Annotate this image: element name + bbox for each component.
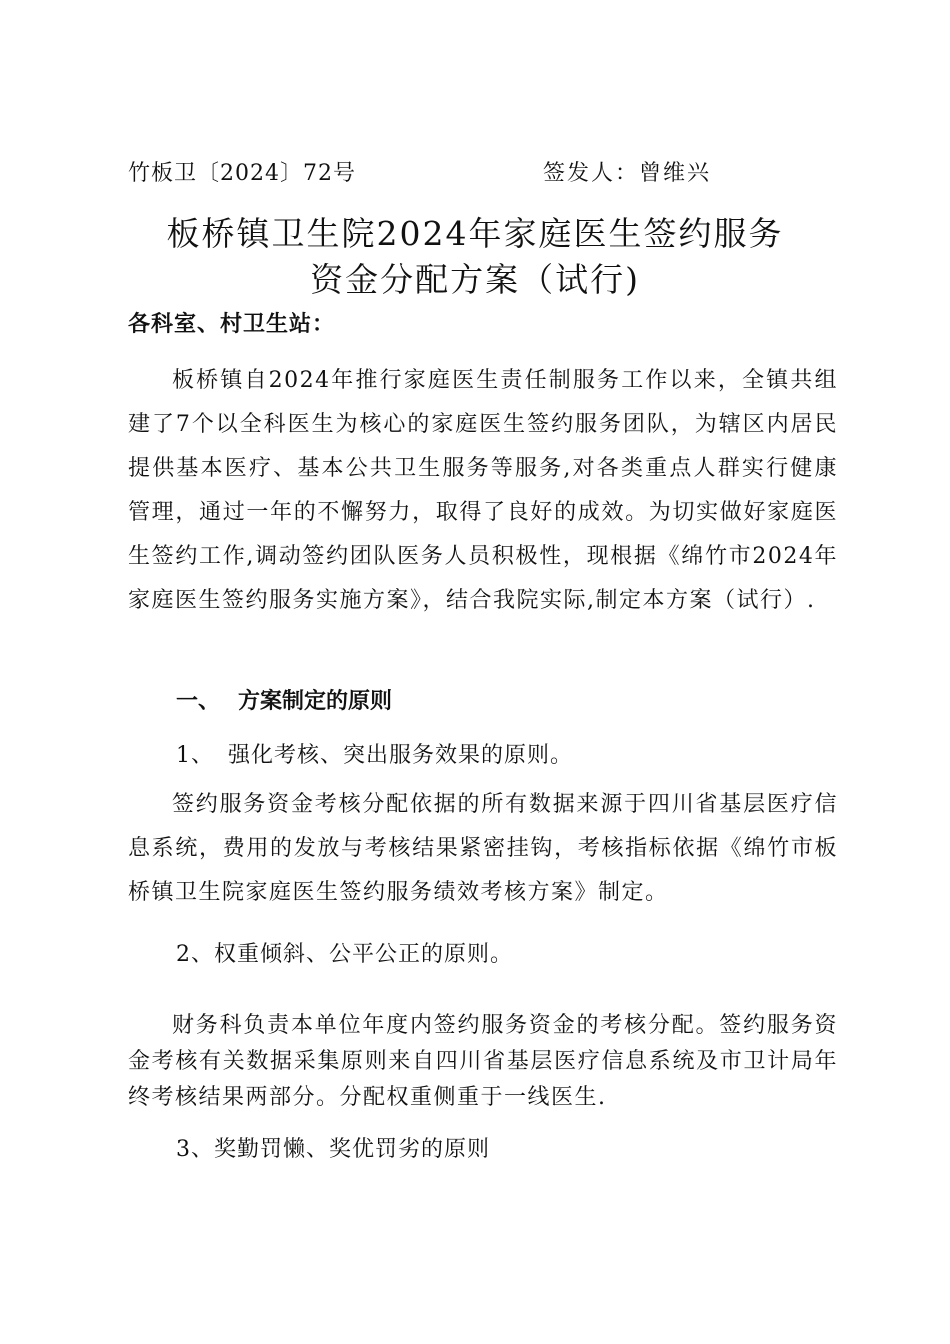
- principle-item-3: 3、奖勤罚懒、奖优罚劣的原则: [176, 1137, 490, 1162]
- document-title-line2: 资金分配方案（试行): [310, 260, 640, 299]
- document-number: 竹板卫〔2024〕72号: [128, 161, 356, 186]
- section-number: 一、: [176, 689, 221, 714]
- principle-item-2: 2、权重倾斜、公平公正的原则。: [176, 942, 513, 967]
- principle-paragraph-1: 签约服务资金考核分配依据的所有数据来源于四川省基层医疗信息系统，费用的发放与考核结果紧密挂钩，考核指标依据《绵竹市板桥镇卫生院家庭医生签约服务绩效考核方案》制定。: [128, 792, 838, 905]
- document-title-line1: 板桥镇卫生院2024年家庭医生签约服务: [166, 214, 784, 253]
- salutation: 各科室、村卫生站：: [128, 312, 336, 337]
- principle-item-1: [176, 738, 573, 769]
- principle-paragraph-2: 财务科负责本单位年度内签约服务资金的考核分配。签约服务资金考核有关数据采集原则来自四川省基层医疗信息系统及市卫计局年终考核结果两部分。分配权重侧重于一线医生.: [128, 1013, 838, 1110]
- principle-number-1: 1、: [176, 743, 214, 768]
- intro-paragraph: 板桥镇自2024年推行家庭医生责任制服务工作以来，全镇共组建了7个以全科医生为核心的家庭医生签约服务团队，为辖区内居民提供基本医疗、基本公共卫生服务等服务,对各类重点人群实行健康管理，通过一年的不懈努力，取得了良好的成效。为切实做好家庭医生签约工作,调动签约团队医务人员积极性，现根据《绵竹市2024年家庭医生签约服务实施方案》，结合我院实际,制定本方案（试行）.: [128, 368, 838, 613]
- signer: 签发人：曾维兴: [543, 161, 712, 186]
- principle-label-1: 强化考核、突出服务效果的原则。: [228, 743, 574, 768]
- section-heading: [176, 684, 392, 715]
- section-title: 方案制定的原则: [238, 689, 393, 714]
